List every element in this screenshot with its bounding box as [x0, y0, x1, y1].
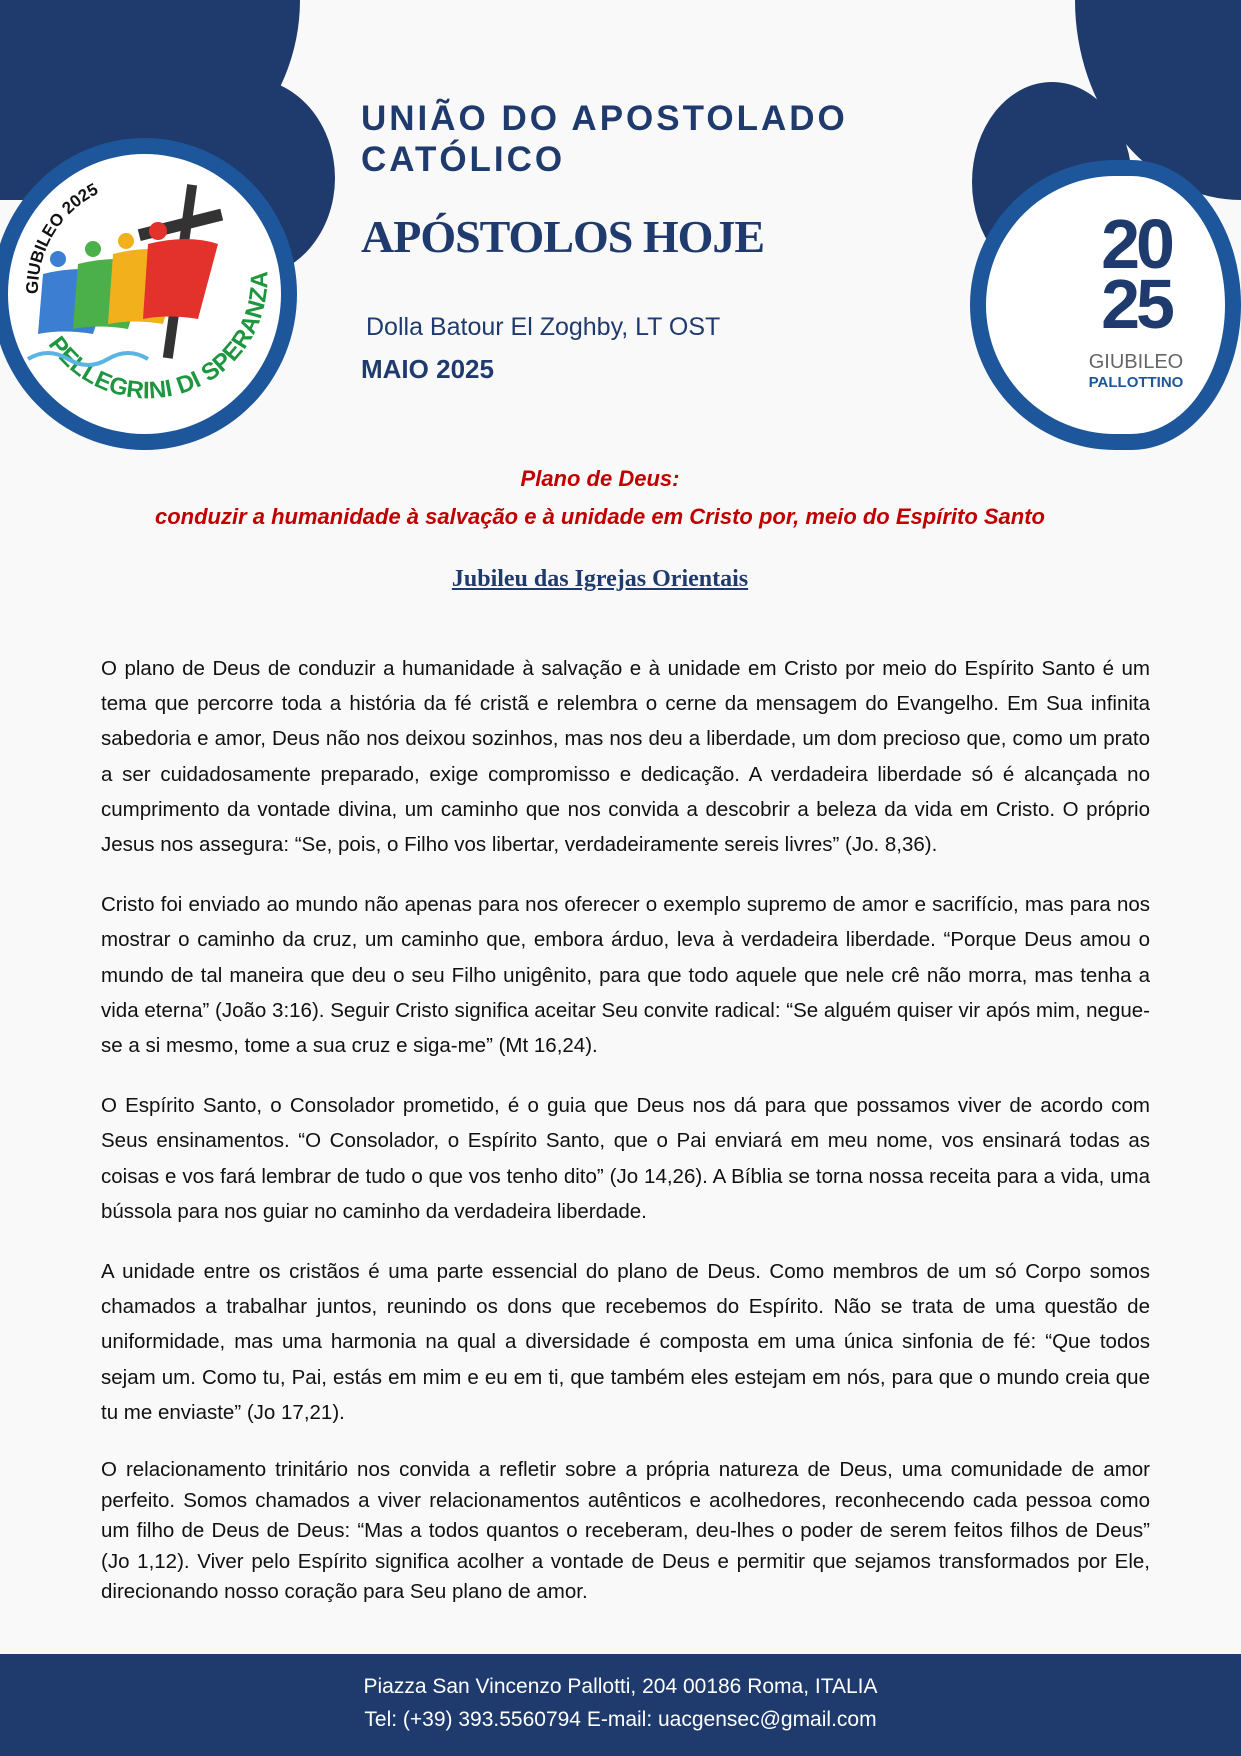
- svg-text:GIUBILEO 2025: GIUBILEO 2025: [22, 179, 102, 295]
- footer: [0, 1654, 1241, 1756]
- subtitle-line2: conduzir a humanidade à salvação e à unidade em Cristo por, meio do Espírito Santo: [155, 504, 1045, 529]
- subtitle-line1: Plano de Deus:: [520, 466, 680, 491]
- org-title-line1: UNIÃO DO APOSTOLADO: [361, 99, 848, 138]
- jubilee-logo: [0, 138, 297, 450]
- publication-title: APÓSTOLOS HOJE: [361, 211, 765, 262]
- logo-year-bottom: 25: [1101, 265, 1171, 343]
- org-title-line2: CATÓLICO: [361, 140, 566, 179]
- pilgrims-cross-icon: [8, 154, 283, 436]
- logo-giubileo: GIUBILEO: [1088, 351, 1184, 373]
- author: Dolla Batour El Zoghby, LT OST: [366, 313, 721, 341]
- giubileo-pallottino-logo: [970, 160, 1241, 450]
- article-body: [101, 651, 1150, 1633]
- footer-address: Piazza San Vincenzo Pallotti, 204 00186 Roma, ITALIA: [363, 1675, 878, 1698]
- paragraph: O relacionamento trinitário nos convida a refletir sobre a própria natureza de Deus, uma comunidade de amor perfeito. Somos chamados a viver relacionamentos autênticos e acolhedores, reconhecendo cada pessoa como um filho de Deus de Deus: “Mas a todos quantos o receberam, deu-lhes o poder de serem feitos filhos de Deus” (Jo 1,12). Viver pelo Espírito significa acolher a vontade de Deus e permitir que sejamos transformados por Ele, direcionando nosso coração para Seu plano de amor.: [101, 1458, 1150, 1604]
- logo-pallottino: PALLOTTINO: [1088, 374, 1184, 391]
- footer-contact: Tel: (+39) 393.5560794 E-mail: uacgensec@gmail.com: [364, 1708, 877, 1731]
- paragraph: Cristo foi enviado ao mundo não apenas para nos oferecer o exemplo supremo de amor e sacrifício, mas para nos mostrar o caminho da cruz, um caminho que, embora árduo, leva à verdadeira liberdade. “Porque Deus amou o mundo de tal maneira que deu o seu Filho unigênito, para que todo aquele que nele crê não morra, mas tenha a vida eterna” (João 3:16). Seguir Cristo significa aceitar Seu convite radical: “Se alguém quiser vir após mim, negue-se a si mesmo, tome a sua cruz e siga-me” (Mt 16,24).: [101, 893, 1150, 1058]
- paragraph: O Espírito Santo, o Consolador prometido, é o guia que Deus nos dá para que possamos viver de acordo com Seus ensinamentos. “O Consolador, o Espírito Santo, que o Pai enviará em meu nome, vos ensinará todas as coisas e vos fará lembrar de tudo o que vos tenho dito” (Jo 14,26). A Bíblia se torna nossa receita para a vida, uma bússola para nos guiar no caminho da verdadeira liberdade.: [101, 1094, 1150, 1223]
- paragraph: O plano de Deus de conduzir a humanidade à salvação e à unidade em Cristo por meio do Espírito Santo é um tema que percorre toda a história da fé cristã e relembra o cerne da mensagem do Evangelho. Em Sua infinita sabedoria e amor, Deus não nos deixou sozinhos, mas nos deu a liberdade, um dom precioso que, como um prato a ser cuidadosamente preparado, exige compromisso e dedicação. A verdadeira liberdade só é alcançada no cumprimento da vontade divina, um caminho que nos convida a descobrir a beleza da vida em Cristo. O próprio Jesus nos assegura: “Se, pois, o Filho vos libertar, verdadeiramente sereis livres” (Jo. 8,36).: [101, 657, 1150, 857]
- logo-year-top: 20: [1101, 205, 1171, 283]
- svg-text:PELLEGRINI DI SPERANZA: PELLEGRINI DI SPERANZA: [42, 270, 274, 405]
- section-title: Jubileu das Igrejas Orientais: [451, 566, 749, 592]
- issue-date: MAIO 2025: [361, 354, 494, 384]
- paragraph: A unidade entre os cristãos é uma parte essencial do plano de Deus. Como membros de um só Corpo somos chamados a trabalhar juntos, reunindo os dons que recebemos do Espírito. Não se trata de uma questão de uniformidade, mas uma harmonia na qual a diversidade é composta em uma única sinfonia de fé: “Que todos sejam um. Como tu, Pai, estás em mim e eu em ti, que também eles estejam em nós, para que o mundo creia que tu me enviaste” (Jo 17,21).: [101, 1260, 1150, 1424]
- org-title: [361, 98, 848, 180]
